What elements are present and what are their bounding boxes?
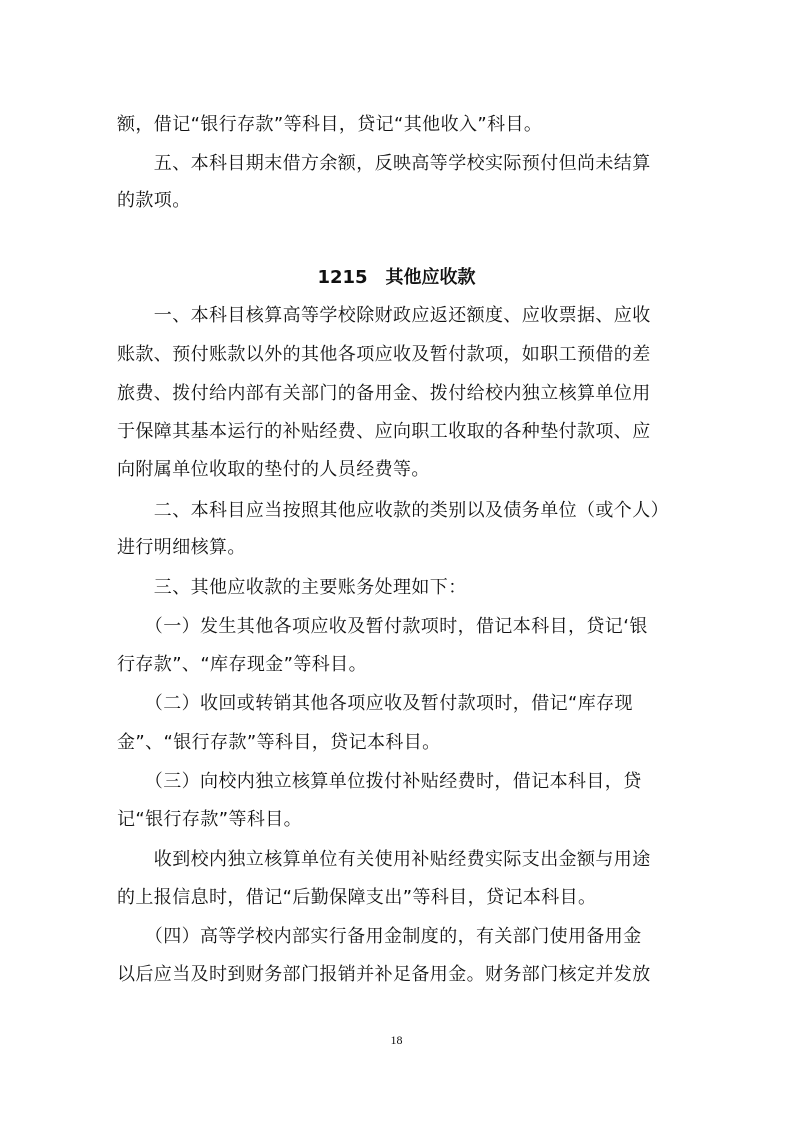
body-line: 记“银行存款”等科目。 — [117, 809, 303, 830]
body-line: （三）向校内独立核算单位拨付补贴经费时，借记本科目，贷 — [117, 771, 642, 792]
body-line: 额，借记“银行存款”等科目，贷记“其他收入”科目。 — [117, 114, 543, 135]
body-line: 于保障其基本运行的补贴经费、应向职工收取的各种垫付款项、应 — [117, 421, 651, 442]
body-line: （一）发生其他各项应收及暂付款项时，借记本科目，贷记‘银 — [117, 616, 648, 637]
body-line: 进行明细核算。 — [117, 537, 246, 558]
body-line: 收到校内独立核算单位有关使用补贴经费实际支出金额与用途 — [117, 849, 651, 870]
body-line: 金”、“银行存款”等科目，贷记本科目。 — [117, 732, 441, 753]
body-line: 行存款”、“库存现金”等科目。 — [117, 654, 367, 675]
body-line: 旅费、拨付给内部有关部门的备用金、拨付给校内独立核算单位用 — [117, 383, 651, 404]
body-line: （二）收回或转销其他各项应收及暂付款项时，借记“库存现 — [117, 693, 633, 714]
body-line: （四）高等学校内部实行备用金制度的，有关部门使用备用金 — [117, 926, 642, 947]
body-line: 五、本科目期末借方余额，反映高等学校实际预付但尚未结算 — [117, 153, 651, 174]
body-line: 的上报信息时，借记“后勤保障支出”等科目，贷记本科目。 — [117, 887, 597, 908]
body-line: 向附属单位收取的垫付的人员经费等。 — [117, 459, 430, 480]
body-line: 一、本科目核算高等学校除财政应返还额度、应收票据、应收 — [117, 305, 651, 326]
body-line: 账款、预付账款以外的其他各项应收及暂付款项，如职工预借的差 — [117, 344, 651, 365]
body-line: 的款项。 — [117, 190, 191, 211]
page-number: 18 — [390, 1033, 403, 1047]
body-line: 二、本科目应当按照其他应收款的类别以及债务单位（或个人） — [117, 500, 669, 521]
body-line: 以后应当及时到财务部门报销并补足备用金。财务部门核定并发放 — [117, 964, 651, 985]
section-title: 1215 其他应收款 — [317, 267, 476, 288]
body-line: 三、其他应收款的主要账务处理如下： — [117, 577, 467, 598]
